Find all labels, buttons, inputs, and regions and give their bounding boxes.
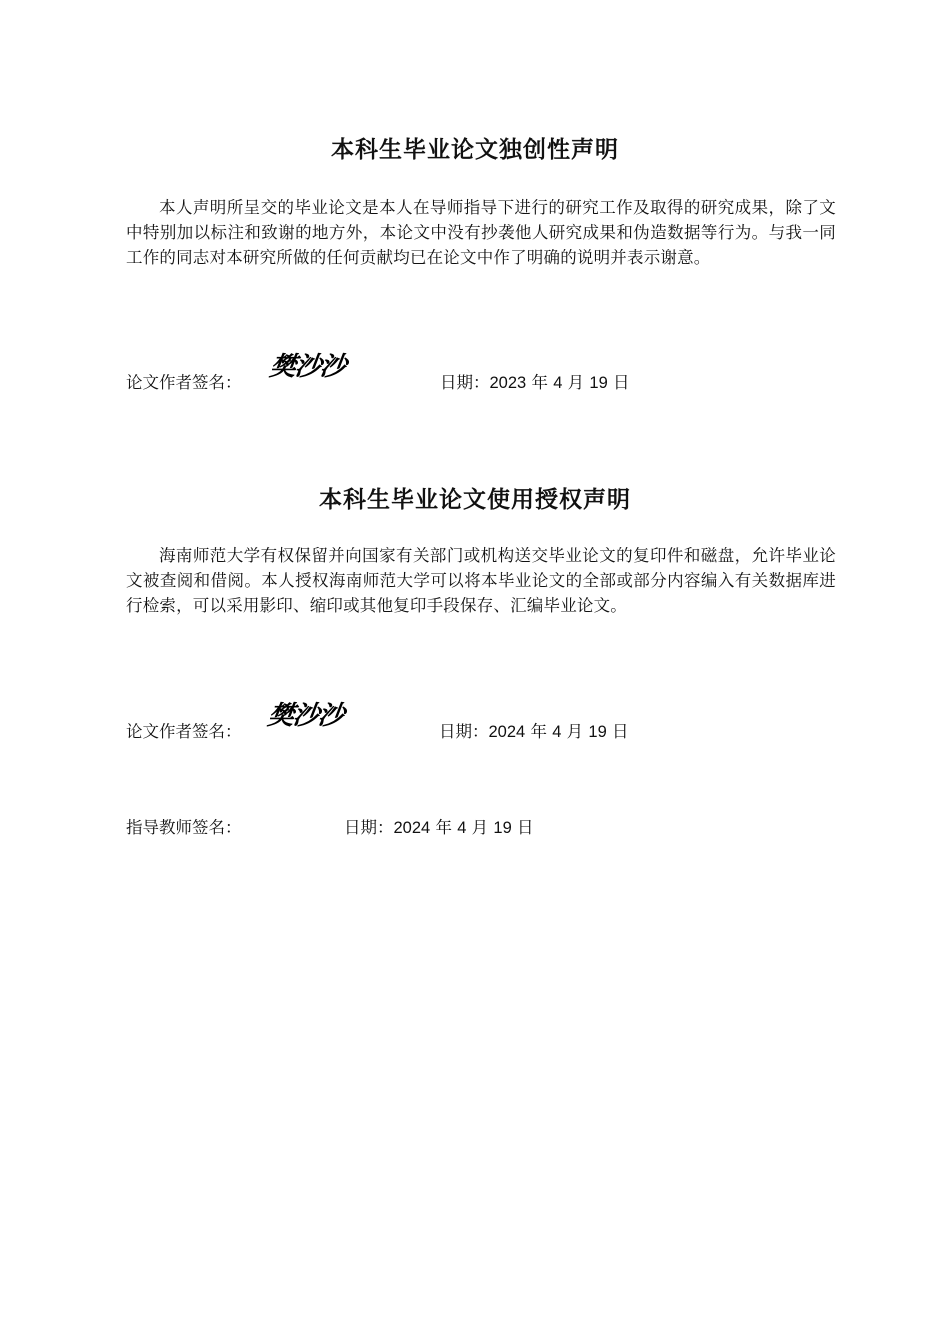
author-signature-label: 论文作者签名： xyxy=(126,373,242,392)
date-month-unit: 月 xyxy=(567,373,585,392)
date-label: 日期： xyxy=(440,373,490,392)
date-year: 2024 xyxy=(393,819,431,837)
date-month: 4 xyxy=(553,374,563,392)
author-signature-date xyxy=(439,721,629,743)
supervisor-signature-date xyxy=(344,817,534,839)
date-year-unit: 年 xyxy=(531,373,548,392)
date-year-unit: 年 xyxy=(435,818,452,837)
author-signature-label: 论文作者签名： xyxy=(126,722,242,741)
date-year-unit: 年 xyxy=(530,722,547,741)
date-day-unit: 日 xyxy=(612,722,629,741)
date-month: 4 xyxy=(552,723,562,741)
author-handwritten-signature: 樊沙沙 xyxy=(265,701,346,731)
date-month-unit: 月 xyxy=(566,722,584,741)
date-month-unit: 月 xyxy=(471,818,489,837)
date-year: 2024 xyxy=(488,723,526,741)
date-year: 2023 xyxy=(489,374,527,392)
date-day: 19 xyxy=(589,374,608,392)
supervisor-signature-label: 指导教师签名： xyxy=(126,818,242,837)
date-label: 日期： xyxy=(344,818,394,837)
date-day: 19 xyxy=(588,723,607,741)
originality-declaration-body: 本人声明所呈交的毕业论文是本人在导师指导下进行的研究工作及取得的研究成果，除了文中特别加以标注和致谢的地方外，本论文中没有抄袭他人研究成果和伪造数据等行为。与我一同工作的同志对本研究所做的任何贡献均已在论文中作了明确的说明并表示谢意。 xyxy=(126,198,836,267)
date-day-unit: 日 xyxy=(613,373,630,392)
originality-declaration-title: 本科生毕业论文独创性声明 xyxy=(331,137,619,163)
author-signature-date xyxy=(440,372,630,394)
date-day-unit: 日 xyxy=(517,818,534,837)
author-handwritten-signature: 樊沙沙 xyxy=(267,352,348,382)
authorization-declaration-body: 海南师范大学有权保留并向国家有关部门或机构送交毕业论文的复印件和磁盘，允许毕业论文被查阅和借阅。本人授权海南师范大学可以将本毕业论文的全部或部分内容编入有关数据库进行检索，可以采用影印、缩印或其他复印手段保存、汇编毕业论文。 xyxy=(126,546,836,615)
date-month: 4 xyxy=(457,819,467,837)
authorization-declaration-title: 本科生毕业论文使用授权声明 xyxy=(319,487,631,513)
date-label: 日期： xyxy=(439,722,489,741)
date-day: 19 xyxy=(493,819,512,837)
